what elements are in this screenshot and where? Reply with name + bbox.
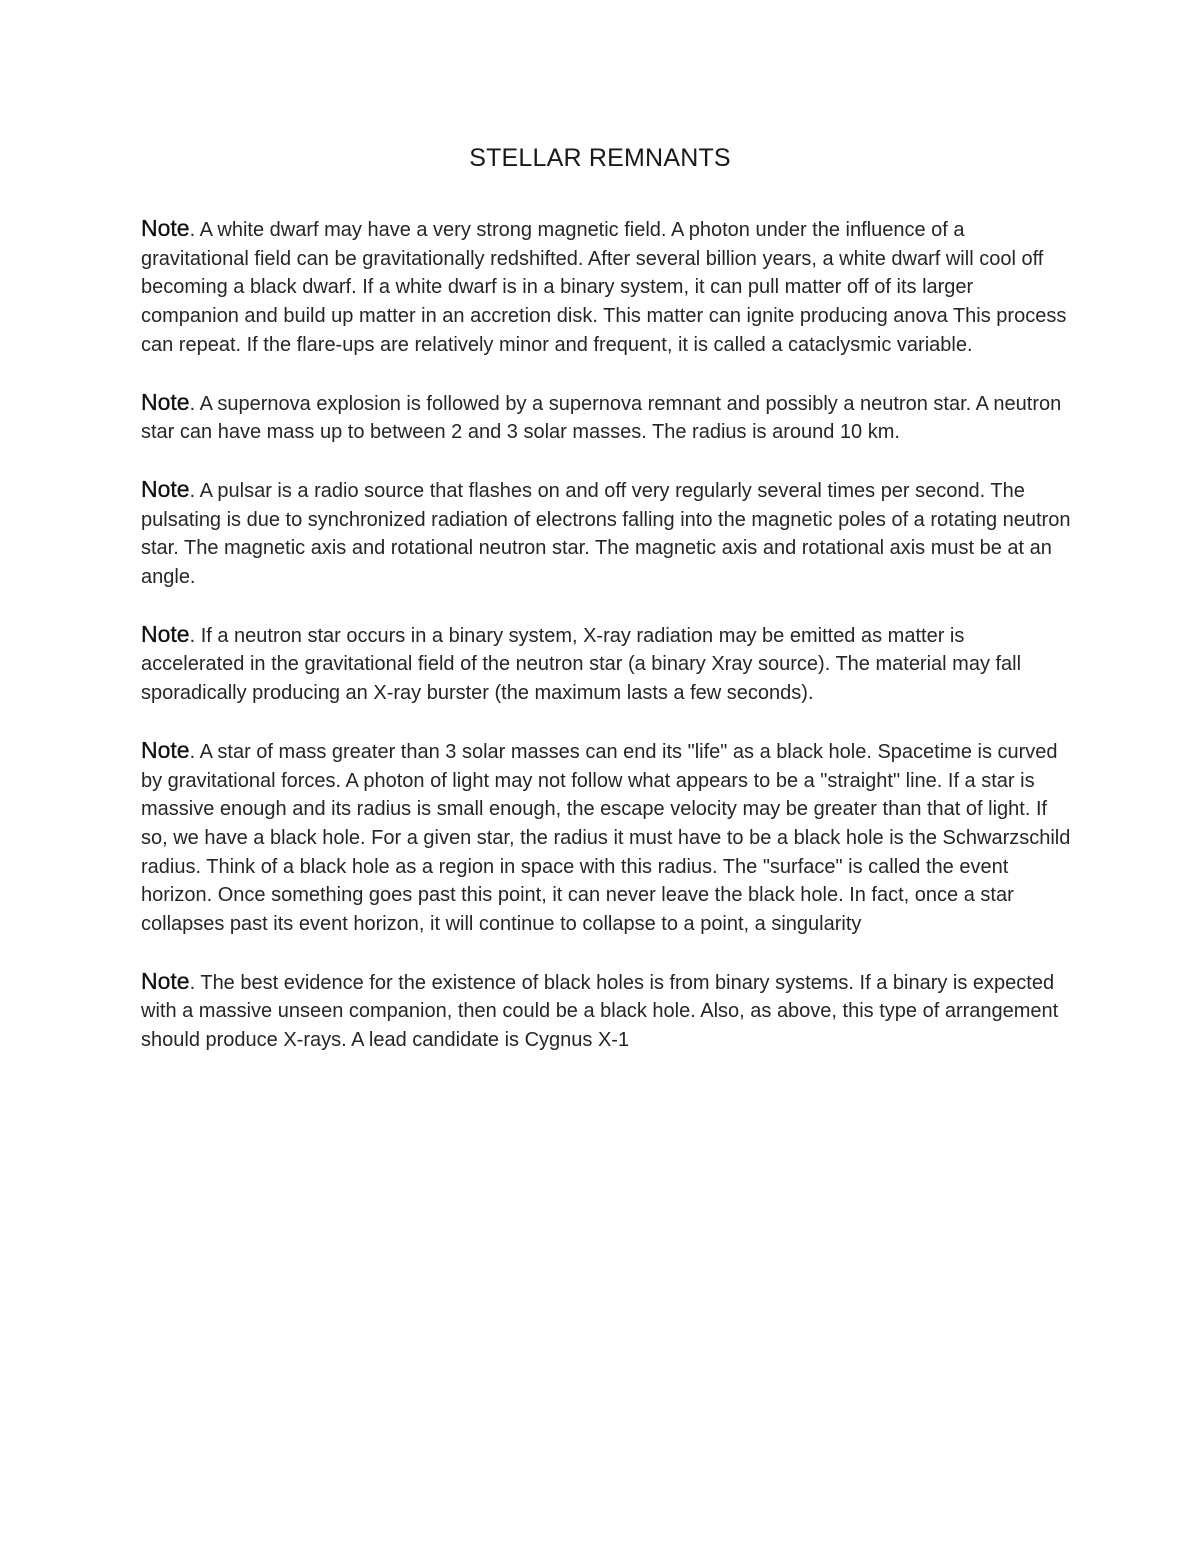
note-label: Note — [141, 215, 190, 241]
note-black-hole — [141, 736, 1071, 939]
note-xray-burster — [141, 620, 1071, 708]
note-label: Note — [141, 388, 190, 415]
note-label: Note — [141, 736, 190, 763]
note-text: . A star of mass greater than 3 solar masses can end its "life" as a black hole. Spacetime is curved by gravitational forces. A photon of light may not follow what appears to be a "straight" line. If a star is massive enough and its radius is small enough, the escape velocity may be greater than that of light. If so, we have a black hole. For a given star, the radius it must have to be a black hole is the Schwarzschild radius. Think of a black hole as a region in space with this radius. The "surface" is called the event horizon. Once something goes past this point, it can never leave the black hole. In fact, once a star collapses past its event horizon, it will continue to collapse to a point, a singularity — [141, 740, 1071, 936]
document-body — [141, 214, 1071, 1083]
note-text: . A white dwarf may have a very strong magnetic field. A photon under the influence of a gravitational field can be gravitationally redshifted. After several billion years, a white dwarf will cool off becoming a black dwarf. If a white dwarf is in a binary system, it can pull matter off of its larger companion and build up matter in an accretion disk. This matter can ignite producing anova This process can repeat. If the flare-ups are relatively minor and frequent, it is called a cataclysmic variable. — [141, 219, 1067, 356]
note-white-dwarf — [141, 214, 1071, 360]
document-title: STELLAR REMNANTS — [469, 144, 731, 172]
note-pulsar — [141, 475, 1071, 592]
note-label: Note — [141, 620, 190, 647]
note-label: Note — [141, 475, 190, 502]
note-text: . A pulsar is a radio source that flashes on and off very regularly several times per second. The pulsating is due to synchronized radiation of electrons falling into the magnetic poles of a rotating neutron star. The magnetic axis and rotational neutron star. The magnetic axis and rotational axis must be at an angle. — [141, 479, 1071, 589]
note-label: Note — [141, 967, 190, 994]
note-text: . A supernova explosion is followed by a supernova remnant and possibly a neutron star. A neutron star can have mass up to between 2 and 3 solar masses. The radius is around 10 km. — [141, 392, 1062, 444]
note-black-hole-evidence — [141, 967, 1071, 1055]
note-text: . If a neutron star occurs in a binary system, X-ray radiation may be emitted as matter is accelerated in the gravitational field of the neutron star (a binary Xray source). The material may fall sporadically producing an X-ray burster (the maximum lasts a few seconds). — [141, 624, 1022, 705]
note-supernova — [141, 388, 1071, 447]
note-text: . The best evidence for the existence of black holes is from binary systems. If a binary is expected with a massive unseen companion, then could be a black hole. Also, as above, this type of arrangement should produce X-rays. A lead candidate is Cygnus X-1 — [141, 971, 1059, 1052]
